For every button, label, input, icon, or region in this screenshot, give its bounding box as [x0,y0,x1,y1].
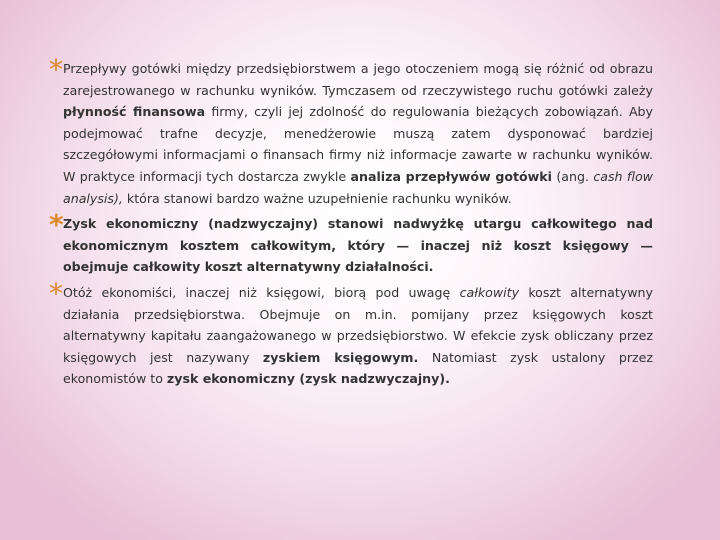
text-run: która stanowi bardzo ważne uzupełnienie rachunku wyników. [122,190,512,206]
text-run-bold: zysk ekonomiczny (zysk nadzwyczajny). [166,371,450,387]
text-run: firmy, czyli jej zdolność do regulowania bieżących zobowiązań. Aby podejmować trafne decyzje, menedżerowie muszą zatem dysponować bardziej szczegółowymi informacjami o finansach firmy niż informacje zawarte w rachunku wyników. W praktyce informacji tych dostarcza zwykle [63,104,654,184]
text-run-bold: analiza przepływów gotówki [350,168,552,184]
text-run-italic: cash flow analysis), [63,168,653,206]
text-run-bold: płynność finansowa [63,104,206,120]
text-run-italic: całkowity [459,284,520,300]
slide-content [48,53,654,394]
bullet-star-icon: * [49,53,63,86]
text-run-bold: Zysk ekonomiczny (nadzwyczajny) stanowi nadwyżkę utargu całkowitego nad ekonomicznym kosztem całkowitym, który — inaczej niż koszt księgowy — obejmuje całkowity koszt alternatywny działalności. [63,216,653,275]
paragraph-economic-profit [48,208,653,278]
paragraph-economists [48,276,653,390]
bullet-star-icon: * [49,276,63,310]
bullet-star-icon: * [49,208,64,242]
text-run-bold: zyskiem księgowym. [262,349,419,365]
text-run: Przepływy gotówki między przedsiębiorstwem a jego otoczeniem mogą się różnić od obrazu zarejestrowanego w rachunku wyników. Tymczasem od rzeczywistego ruchu gotówki zależy [63,61,653,98]
paragraph-cash-flow [48,53,654,209]
text-run: (ang. [552,168,594,184]
text-run: Natomiast zysk ustalony przez ekonomistów to [63,349,653,387]
text-run: Otóż ekonomiści, inaczej niż księgowi, biorą pod uwagę [63,284,460,300]
text-run: koszt alternatywny działania przedsiębiorstwa. Obejmuje on m.in. pomijany przez księgowych koszt alternatywny kapitału zaangażowanego w przedsiębiorstwo. W efekcie zysk obliczany przez księgowych jest nazywany [63,284,653,365]
